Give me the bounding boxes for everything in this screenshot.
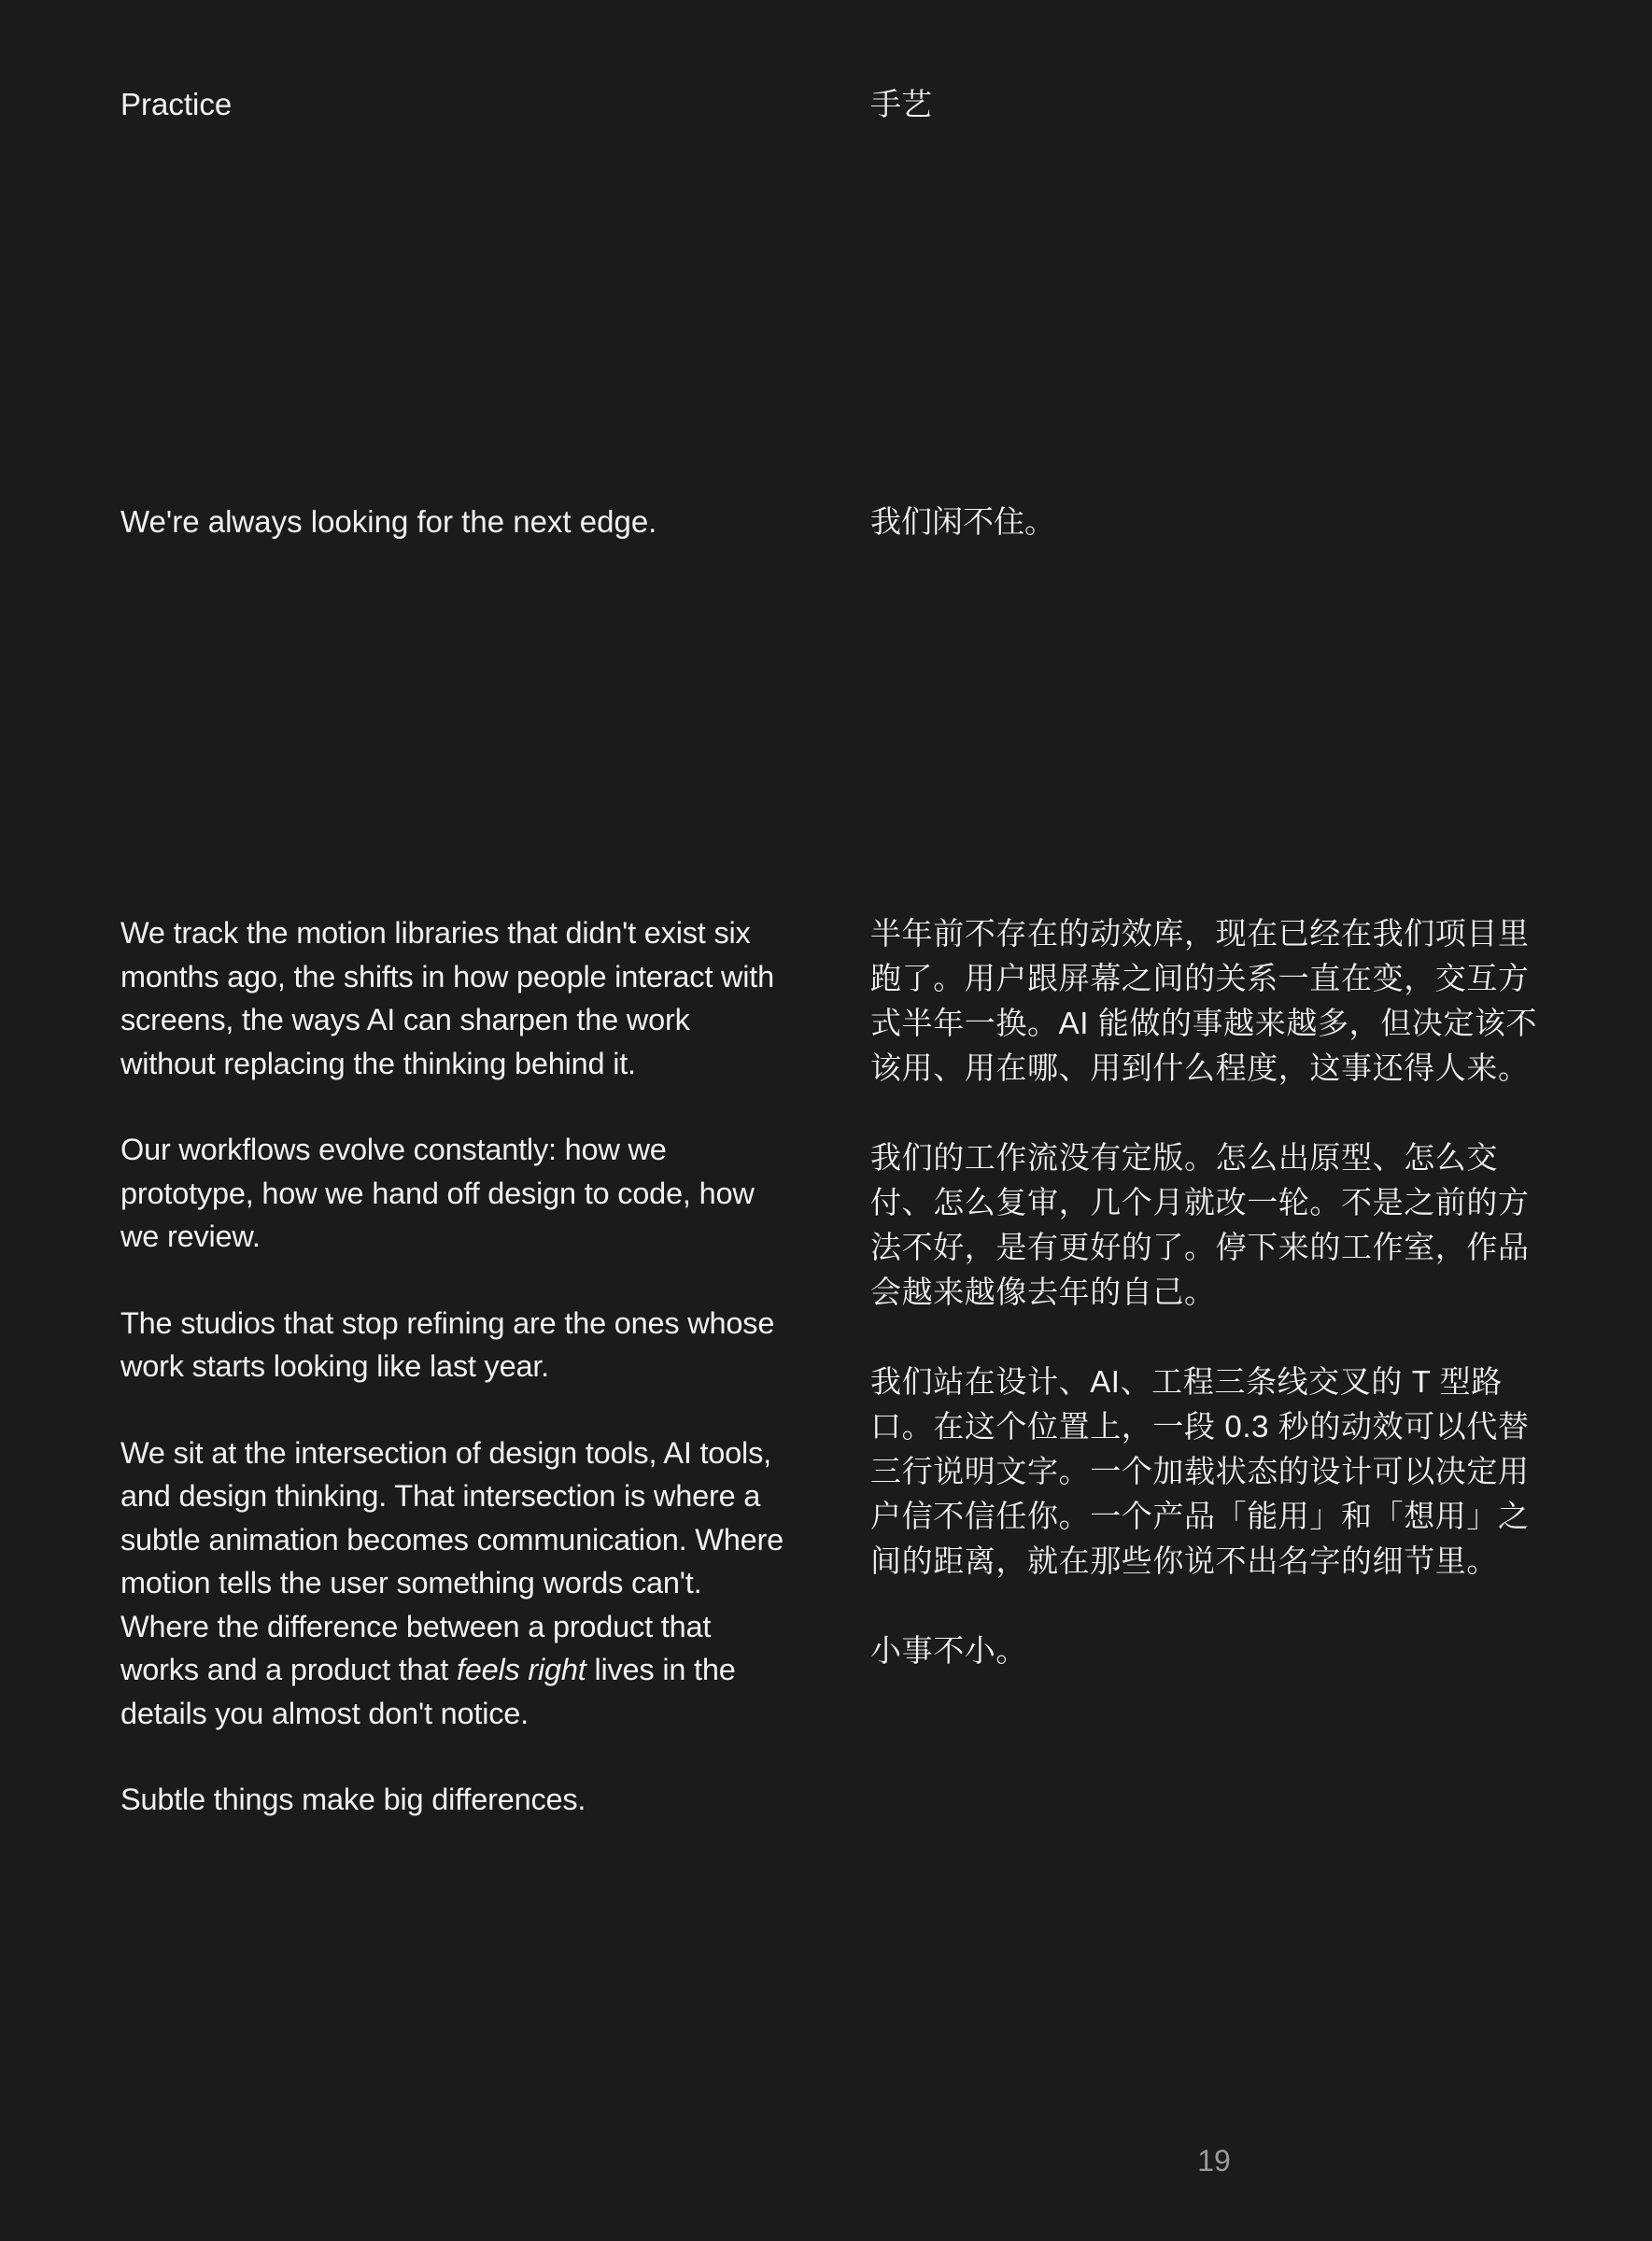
body-text-en	[120, 911, 793, 1865]
paragraph-zh-2: 我们的工作流没有定版。怎么出原型、怎么交付、怎么复审，几个月就改一轮。不是之前的方法不好，是有更好的了。停下来的工作室，作品会越来越像去年的自己。	[870, 1140, 1530, 1309]
paragraph-zh-3: 我们站在设计、AI、工程三条线交叉的 T 型路口。在这个位置上，一段 0.3 秒的动效可以代替三行说明文字。一个加载状态的设计可以决定用户信不信任你。一个产品「能用」和「想用」之间的距离，就在那些你说不出名字的细节里。	[870, 1364, 1530, 1578]
paragraph-en-4	[120, 1431, 793, 1736]
paragraph-en-3: The studios that stop refining are the ones whose work starts looking like last year.	[120, 1305, 775, 1383]
paragraph-en-1: We track the motion libraries that didn't exist six months ago, the shifts in how people interact with screens, the ways AI can sharpen the work without replacing the thinking behind it.	[120, 916, 774, 1080]
paragraph-en-4-end: lives in the details you almost don't notice.	[120, 1653, 736, 1730]
tagline-en: We're always looking for the next edge.	[120, 504, 657, 539]
section-title-en: Practice	[120, 87, 233, 121]
paragraph-en-4-emphasis: feels right	[456, 1653, 586, 1686]
tagline-zh: 我们闲不住。	[870, 504, 1055, 539]
paragraph-zh-4: 小事不小。	[870, 1633, 1027, 1668]
paragraph-zh-1: 半年前不存在的动效库，现在已经在我们项目里跑了。用户跟屏幕之间的关系一直在变，交互方式半年一换。AI 能做的事越来越多，但决定该不该用、用在哪、用到什么程度，这事还得人来。	[870, 916, 1538, 1085]
page-number: 19	[1197, 2144, 1231, 2178]
section-title-zh: 手艺	[870, 87, 932, 121]
paragraph-en-5: Subtle things make big differences.	[120, 1783, 586, 1816]
body-text-zh	[870, 911, 1543, 1718]
paragraph-en-2: Our workflows evolve constantly: how we prototype, how we hand off design to code, how we review.	[120, 1133, 755, 1253]
paragraph-en-4-start: We sit at the intersection of design tools, AI tools, and design thinking. That intersection is where a subtle animation becomes communication. Where motion tells the user something words can't. Where the difference between a product that works and a product that	[120, 1435, 784, 1686]
